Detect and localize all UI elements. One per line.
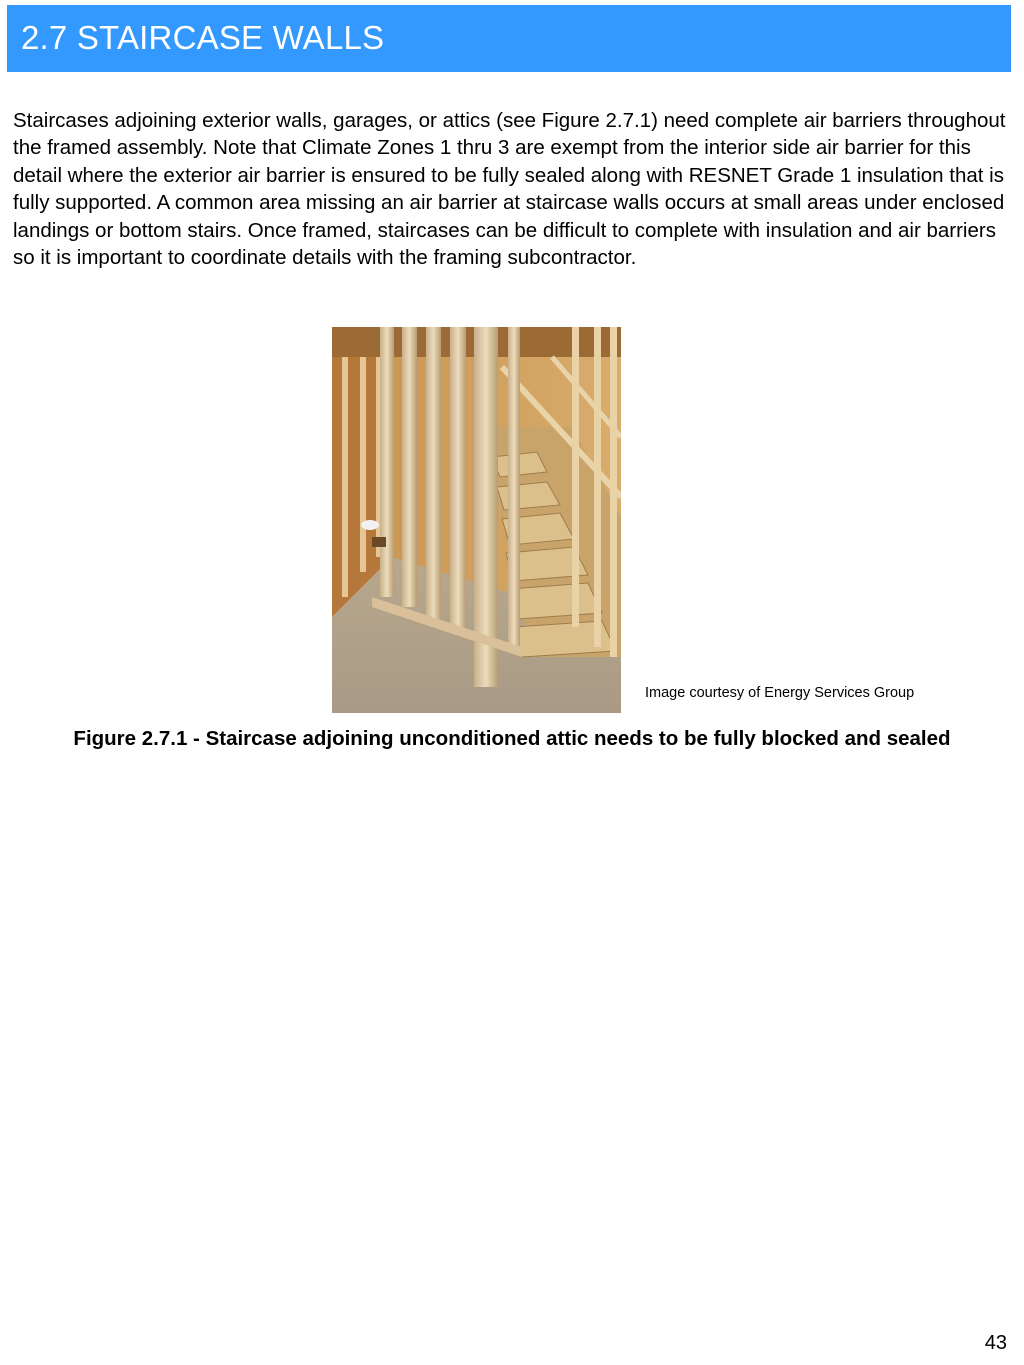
body-paragraph: Staircases adjoining exterior walls, garages, or attics (see Figure 2.7.1) need complete air barriers throughout the framed assembly. Note that Climate Zones 1 thru 3 are exempt from the interior side air barrier for this detail where the exterior air barrier is ensured to be fully sealed along with RESNET Grade 1 insulation that is fully supported. A common area missing an air barrier at staircase walls occurs at small areas under enclosed landings or bottom stairs. Once framed, staircases can be difficult to complete with insulation and air barriers so it is important to coordinate details with the framing subcontractor. xyxy=(13,109,1006,270)
page-number: 43 xyxy=(984,1332,1007,1354)
section-header-bar xyxy=(7,5,1011,72)
image-credit: Image courtesy of Energy Services Group xyxy=(645,685,915,701)
figure-caption: Figure 2.7.1 - Staircase adjoining unconditioned attic needs to be fully blocked and sealed xyxy=(73,727,951,750)
staircase-framing-photo xyxy=(332,327,621,713)
section-title: 2.7 STAIRCASE WALLS xyxy=(21,19,385,56)
